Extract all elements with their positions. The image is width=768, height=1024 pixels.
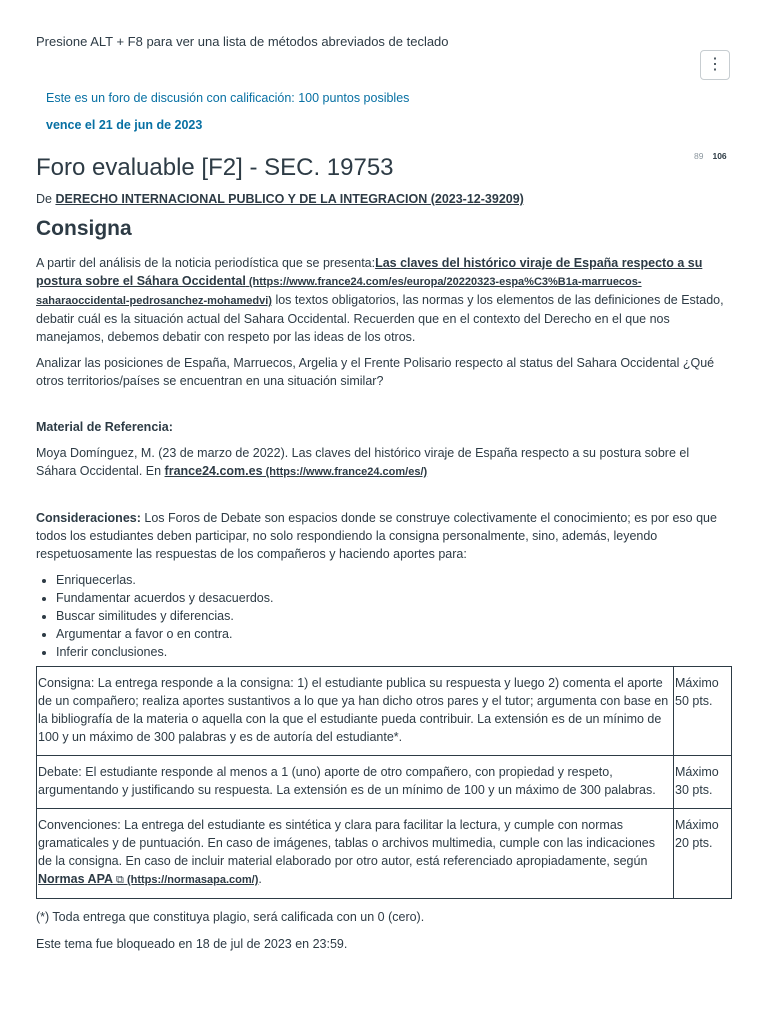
kebab-menu-icon: ⋮ bbox=[707, 56, 723, 73]
question-paragraph: Analizar las posiciones de España, Marruecos, Argelia y el Frente Polisario respecto al status del Sahara Occidental ¿Qué otros territorios/países se encuentran en una situación similar? bbox=[36, 356, 715, 388]
due-date: vence el 21 de jun de 2023 bbox=[46, 118, 203, 132]
locked-note: Este tema fue bloqueado en 18 de jul de 2023 en 23:59. bbox=[36, 937, 348, 951]
news-article-link-url: (https://www.france24.com/es/europa/20220323-espa%C3%B1a-marruecos-saharaoccidental-pedrosanchez-mohamedvi) bbox=[36, 276, 642, 307]
considerations-label: Consideraciones: bbox=[36, 511, 141, 525]
intro-lead: A partir del análisis de la noticia periodística que se presenta: bbox=[36, 256, 376, 270]
rubric-criterion: Consigna: La entrega responde a la consigna: 1) el estudiante publica su respuesta y luego 2) comenta el aporte de un compañero; realiza aportes sustantivos a lo que ya han dicho otros pares y el tutor; argumenta con base en la bibliografía de la materia o aquella con la que el estudiante pueda contribuir. La extensión es de un mínimo de 100 y un máximo de 300 palabras y es de autoría del estudiante*. bbox=[37, 667, 674, 756]
news-article-link-text: Las claves del histórico viraje de España respecto a su postura sobre el Sáhara Occidental bbox=[36, 256, 703, 288]
table-row bbox=[37, 809, 732, 899]
rubric-criterion-tail: . bbox=[258, 872, 262, 886]
rubric-criterion bbox=[37, 809, 674, 899]
considerations-paragraph bbox=[36, 509, 732, 563]
rubric-criterion: Debate: El estudiante responde al menos a 1 (uno) aporte de otro compañero, con propiedad y respeto, argumentando y justificando su respuesta. La extensión es de un mínimo de 100 y un máximo de 300 palabras. bbox=[37, 756, 674, 809]
list-item: • Fundamentar acuerdos y desacuerdos. bbox=[56, 589, 732, 607]
reference-link-url: (https://www.france24.com/es/) bbox=[262, 466, 428, 478]
reference-link[interactable] bbox=[165, 464, 428, 478]
unread-count: 89 bbox=[694, 151, 704, 161]
rubric-points: Máximo 30 pts. bbox=[674, 756, 732, 809]
reference-heading-text: Material de Referencia: bbox=[36, 420, 173, 434]
more-options-button[interactable] bbox=[700, 50, 730, 80]
intro-paragraph bbox=[36, 254, 732, 346]
reply-counts bbox=[694, 151, 727, 161]
reference-text: Moya Domínguez, M. (23 de marzo de 2022). Las claves del histórico viraje de España respecto a su postura sobre el Sáhara Occidental. En bbox=[36, 446, 690, 478]
reference-heading bbox=[36, 418, 732, 436]
apa-link-url: (https://normasapa.com/) bbox=[123, 874, 259, 886]
discussion-content bbox=[36, 214, 732, 953]
list-item: • Enriquecerlas. bbox=[56, 571, 732, 589]
total-count: 106 bbox=[712, 151, 727, 161]
list-item: • Argumentar a favor o en contra. bbox=[56, 625, 732, 643]
course-source-line bbox=[36, 192, 524, 206]
from-prefix: De bbox=[36, 192, 56, 206]
rubric-points: Máximo 20 pts. bbox=[674, 809, 732, 899]
keyboard-shortcut-hint: Presione ALT + F8 para ver una lista de métodos abreviados de teclado bbox=[36, 34, 449, 49]
course-link[interactable]: DERECHO INTERNACIONAL PUBLICO Y DE LA INTEGRACION (2023-12-39209) bbox=[55, 192, 524, 206]
apa-link[interactable] bbox=[38, 872, 258, 886]
external-link-icon: ⧉ bbox=[116, 874, 124, 886]
table-row bbox=[37, 667, 732, 756]
rubric-points: Máximo 50 pts. bbox=[674, 667, 732, 756]
list-item: • Buscar similitudes y diferencias. bbox=[56, 607, 732, 625]
reference-paragraph bbox=[36, 444, 732, 481]
rubric-criterion-text: Convenciones: La entrega del estudiante es sintética y clara para facilitar la lectura, y cumple con normas gramaticales y de puntuación. En caso de imágenes, tablas o archivos multimedia, cumple con las indicaciones de la consigna. En caso de incluir material elaborado por otro autor, está referenciado apropiadamente, según bbox=[38, 818, 655, 868]
considerations-text: Los Foros de Debate son espacios donde se construye colectivamente el conocimiento; es por eso que todos los estudiantes deben participar, no solo respondiendo la consigna personalmente, sino, además, leyendo respetuosamente las respuestas de los compañeros y haciendo aportes para: bbox=[36, 511, 717, 561]
rubric-table bbox=[36, 666, 732, 899]
table-row bbox=[37, 756, 732, 809]
section-heading: Consigna bbox=[36, 217, 132, 240]
footer-notes bbox=[36, 908, 732, 953]
plagiarism-note: (*) Toda entrega que constituya plagio, será calificada con un 0 (cero). bbox=[36, 910, 425, 924]
intro-rest: los textos obligatorios, las normas y los elementos de las definiciones de Estado, debatir cuál es la situación actual del Sahara Occidental. Recuerden que en el contexto del Derecho en el que nos manejamos, debemos debatir con respeto por las ideas de los otros. bbox=[36, 293, 724, 344]
page-title: Foro evaluable [F2] - SEC. 19753 bbox=[36, 154, 394, 181]
graded-discussion-note: Este es un foro de discusión con calificación: 100 puntos posibles bbox=[46, 91, 410, 105]
contribution-list bbox=[36, 571, 732, 661]
list-item: • Inferir conclusiones. bbox=[56, 643, 732, 661]
reference-link-text: france24.com.es bbox=[164, 464, 263, 478]
apa-link-text: Normas APA bbox=[38, 872, 113, 886]
